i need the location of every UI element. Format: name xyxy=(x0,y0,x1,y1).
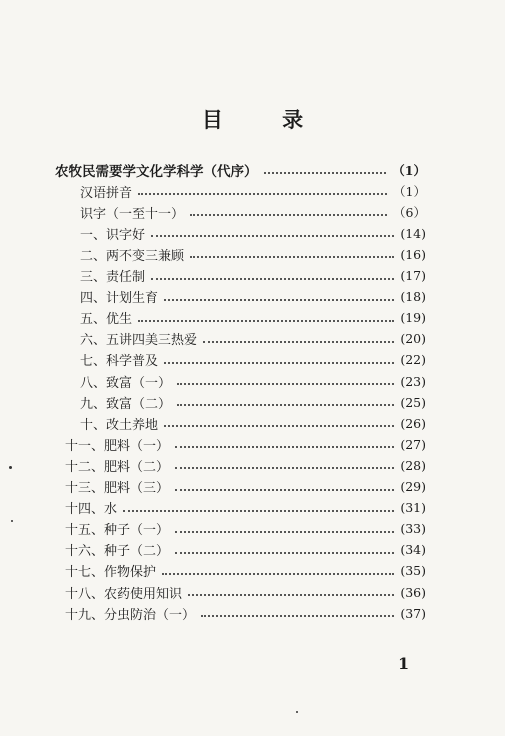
toc-entry-label: 十四、水 xyxy=(65,502,118,518)
toc-entry-label: 二、两不变三兼顾 xyxy=(80,248,185,264)
toc-entry xyxy=(65,520,426,538)
toc-leader xyxy=(151,235,394,237)
toc-leader xyxy=(151,278,394,280)
toc-entry-page: (29) xyxy=(400,479,426,494)
toc-entry-label: 一、识字好 xyxy=(80,227,146,243)
toc-entry-page: (27) xyxy=(400,436,426,452)
toc-entry-label: 三、责任制 xyxy=(80,270,146,285)
toc-leader xyxy=(175,489,394,491)
toc-entry xyxy=(80,414,426,432)
toc-entry-label: 汉语拼音 xyxy=(80,185,133,201)
toc-leader xyxy=(264,172,387,174)
toc-leader xyxy=(190,256,394,258)
toc-entry-label: 九、致富（二） xyxy=(80,396,172,412)
toc-entry-label: 农牧民需要学文化学科学（代序） xyxy=(55,164,258,180)
page-title: 目 录 xyxy=(201,108,330,132)
toc-entry-page: (20) xyxy=(400,331,426,347)
toc-entry-page: （1） xyxy=(392,163,426,178)
toc-entry xyxy=(80,182,426,200)
scan-speck xyxy=(9,466,12,469)
toc-entry-label: 十五、种子（一） xyxy=(65,523,170,539)
toc-entry-page: (23) xyxy=(400,373,426,389)
toc-leader xyxy=(138,193,387,195)
toc-entry-label: 七、科学普及 xyxy=(80,354,159,370)
toc-leader xyxy=(164,425,394,427)
toc-entry-page: (22) xyxy=(400,352,426,368)
toc-leader xyxy=(175,531,394,533)
toc-entry-page: (19) xyxy=(400,310,426,326)
toc-entry-page: (17) xyxy=(400,268,426,283)
toc-entry xyxy=(65,541,426,559)
toc-entry xyxy=(80,245,426,263)
toc-leader xyxy=(201,615,394,617)
toc-entry xyxy=(65,435,426,453)
toc-leader xyxy=(177,383,394,385)
toc-entry-label: 十二、肥料（二） xyxy=(65,459,170,475)
toc-leader xyxy=(123,510,394,512)
toc-entry-label: 十、改土养地 xyxy=(80,417,159,433)
toc-entry-label: 十九、分虫防治（一） xyxy=(65,607,196,623)
toc-leader xyxy=(164,362,394,364)
toc-entry-label: 十三、肥料（三） xyxy=(65,481,170,496)
toc-entry-page: (26) xyxy=(400,415,426,431)
toc-entry xyxy=(65,562,426,580)
toc-entry-page: (25) xyxy=(400,394,426,410)
toc-entry xyxy=(65,478,426,496)
toc-entry xyxy=(65,456,426,474)
toc-entry-page: （6） xyxy=(393,205,426,221)
toc-entry-page: (36) xyxy=(400,584,426,600)
toc-entry xyxy=(65,583,426,601)
toc-leader xyxy=(138,320,394,322)
scan-speck xyxy=(11,520,13,522)
toc-entry xyxy=(65,499,426,517)
toc-entry xyxy=(80,224,426,242)
toc-entry xyxy=(80,330,426,348)
toc-leader xyxy=(162,573,394,575)
toc-entry xyxy=(80,351,426,369)
toc-entry-page: (18) xyxy=(400,289,426,305)
toc-entry-page: (28) xyxy=(400,457,426,473)
toc-leader xyxy=(177,404,394,406)
toc-entry-label: 识字（一至十一） xyxy=(80,206,185,222)
toc-entry-label: 六、五讲四美三热爱 xyxy=(80,333,198,349)
toc-entry xyxy=(55,161,426,179)
toc-entry-page: (16) xyxy=(400,246,426,262)
toc-leader xyxy=(188,594,394,596)
toc-entry-page: (37) xyxy=(400,605,426,621)
toc-entry-label: 十六、种子（二） xyxy=(65,544,170,560)
toc-entry-label: 四、计划生育 xyxy=(80,291,159,307)
toc-entry xyxy=(80,372,426,390)
scan-speck xyxy=(296,711,298,713)
toc-entry xyxy=(80,288,426,306)
toc-entry-page: (14) xyxy=(400,225,426,241)
toc-leader xyxy=(164,299,394,301)
toc-entry-page: (31) xyxy=(400,500,426,516)
toc-entry-label: 十一、肥料（一） xyxy=(65,438,170,454)
toc-entry-label: 八、致富（一） xyxy=(80,375,172,391)
toc-leader xyxy=(175,552,394,554)
toc-entry-page: (33) xyxy=(400,521,426,537)
page-number: 1 xyxy=(398,654,410,673)
toc-leader xyxy=(190,214,387,216)
toc-entry-label: 十八、农药使用知识 xyxy=(65,586,183,602)
toc-entry-page: （1） xyxy=(393,184,426,200)
toc-entry-label: 十七、作物保护 xyxy=(65,565,157,581)
toc-entry xyxy=(80,203,426,221)
toc-entry-page: (35) xyxy=(400,563,426,579)
toc-entry xyxy=(80,267,426,285)
toc-entry xyxy=(65,604,426,622)
toc-entry-page: (34) xyxy=(400,542,426,558)
toc-leader xyxy=(203,341,394,343)
toc-entry xyxy=(80,393,426,411)
toc-entry xyxy=(80,309,426,327)
toc-leader xyxy=(175,446,394,448)
toc-leader xyxy=(175,467,394,469)
toc-entry-label: 五、优生 xyxy=(80,312,133,328)
